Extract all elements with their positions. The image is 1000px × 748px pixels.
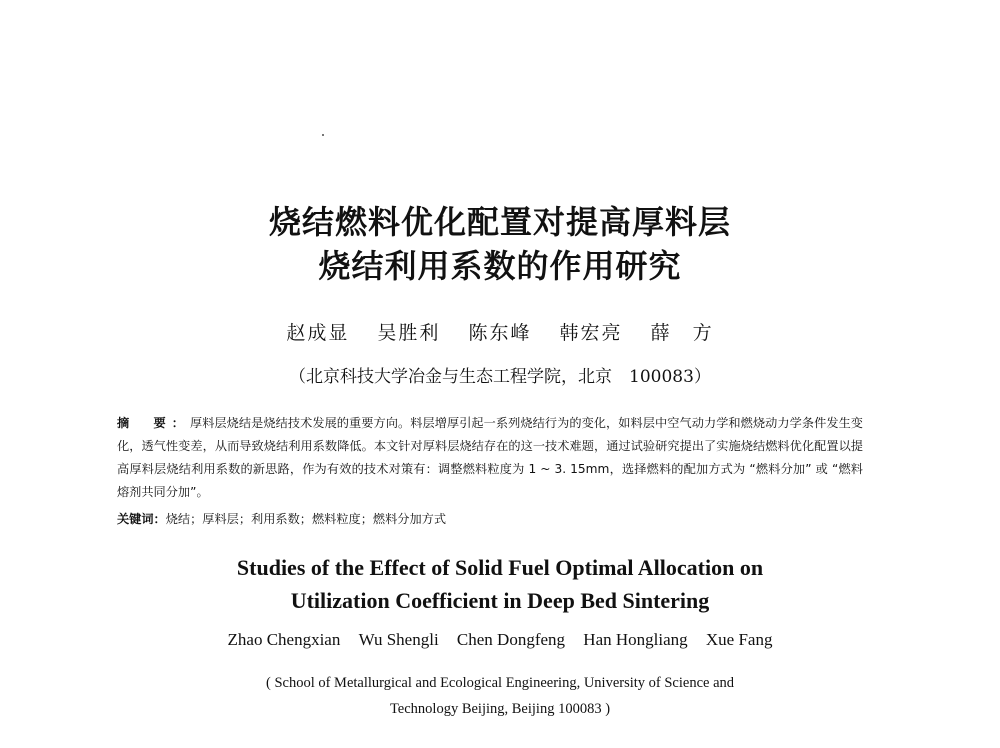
chinese-author-list xyxy=(0,318,1000,345)
chinese-title-line-2: 烧结利用系数的作用研究 xyxy=(318,247,682,285)
chinese-author: 薛 方 xyxy=(650,322,714,344)
scan-speck xyxy=(322,134,324,136)
english-title xyxy=(0,551,1000,617)
english-affiliation-line-1: ( School of Metallurgical and Ecological Engineering, University of Science and xyxy=(265,675,735,691)
english-affiliation-line-2: Technology Beijing, Beijing 100083 ) xyxy=(389,701,611,717)
chinese-author: 韩宏亮 xyxy=(559,322,623,344)
english-author: Chen Dongfeng xyxy=(456,630,566,649)
abstract-label: 摘 要： xyxy=(117,416,190,430)
chinese-author: 赵成显 xyxy=(286,322,350,344)
chinese-author: 吴胜利 xyxy=(377,322,441,344)
chinese-title xyxy=(0,200,1000,288)
chinese-keywords xyxy=(117,508,863,530)
keywords-text: 烧结；厚料层；利用系数；燃料粒度；燃料分加方式 xyxy=(165,512,447,526)
chinese-title-line-1: 烧结燃料优化配置对提高厚料层 xyxy=(268,203,731,241)
keywords-label: 关键词： xyxy=(117,512,166,526)
abstract-text: 厚料层烧结是烧结技术发展的重要方向。料层增厚引起一系列烧结行为的变化，如料层中空气动力学和燃烧动力学条件发生变化，透气性变差，从而导致烧结利用系数降低。本文针对厚料层烧结存在的这一技术难题，通过试验研究提出了实施烧结燃料优化配置以提高厚料层烧结利用系数的新思路，作为有效的技术对策有：调整燃料粒度为 1 ~ 3. 15mm，选择燃料的配加方式为 “燃料分加” 或 “燃料熔剂共同分加”。 xyxy=(117,416,863,499)
english-author: Zhao Chengxian xyxy=(227,630,341,649)
english-author: Wu Shengli xyxy=(358,630,439,649)
english-title-line-1: Studies of the Effect of Solid Fuel Optimal Allocation on xyxy=(236,555,764,580)
chinese-affiliation: （北京科技大学冶金与生态工程学院，北京 100083） xyxy=(289,367,711,387)
chinese-author: 陈东峰 xyxy=(468,322,532,344)
english-title-line-2: Utilization Coefficient in Deep Bed Sintering xyxy=(290,588,710,613)
cut-off-text-row xyxy=(117,741,877,748)
english-affiliation xyxy=(0,670,1000,722)
english-author: Han Hongliang xyxy=(583,630,688,649)
english-author: Xue Fang xyxy=(705,630,773,649)
chinese-abstract xyxy=(117,412,863,504)
english-author-list xyxy=(0,630,1000,650)
